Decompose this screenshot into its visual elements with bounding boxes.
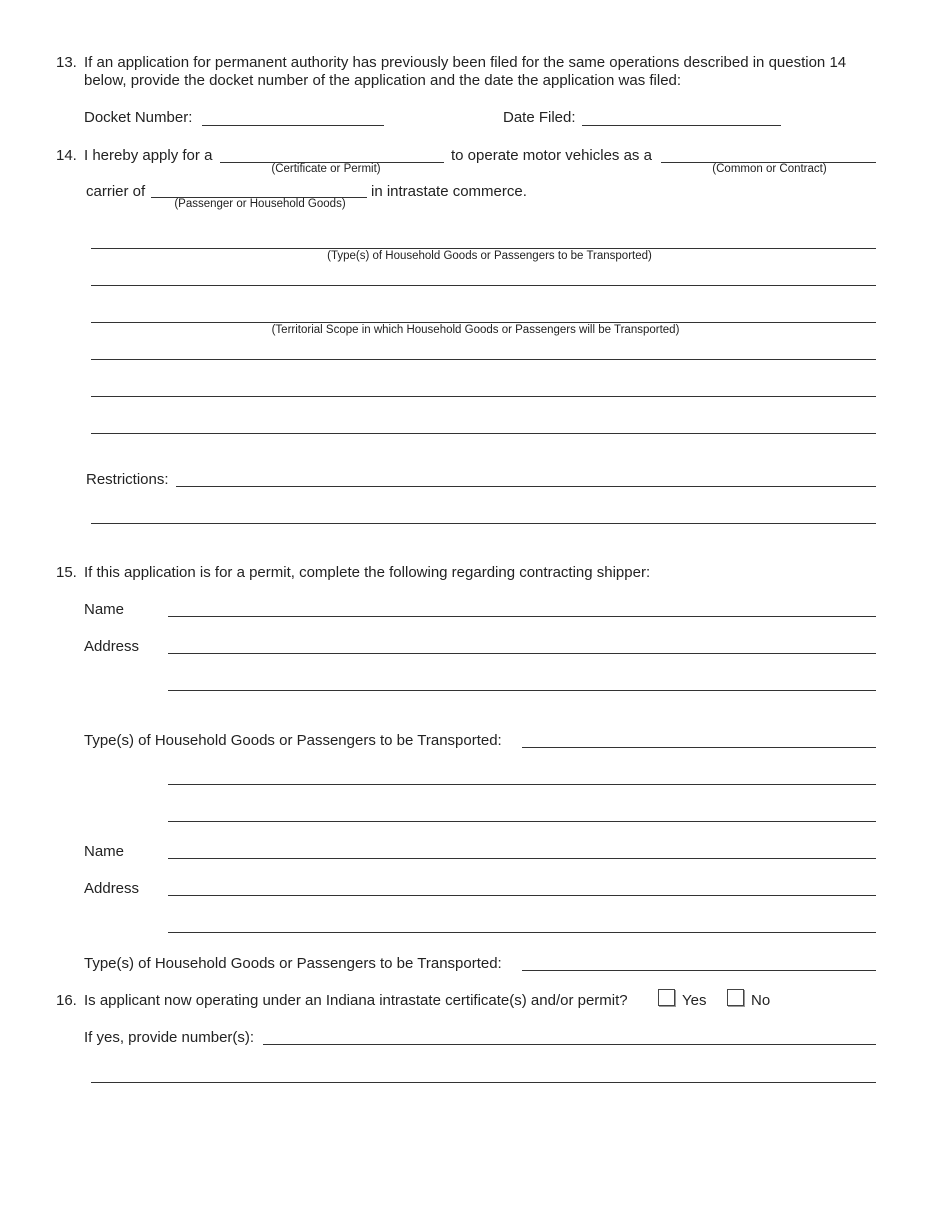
shipper2-address-label: Address: [84, 880, 140, 897]
restrictions-label: Restrictions:: [86, 471, 169, 488]
shipper1-name-field[interactable]: [168, 616, 876, 617]
territory-line-3[interactable]: [91, 396, 876, 397]
shipper1-name-label: Name: [84, 601, 125, 618]
territory-caption: (Territorial Scope in which Household Goods or Passengers will be Transported): [271, 324, 680, 336]
permit-numbers-line-2[interactable]: [91, 1082, 876, 1083]
q13-number: 13.: [56, 54, 77, 71]
shipper2-types-label: Type(s) of Household Goods or Passengers to be Transported:: [84, 955, 502, 972]
shipper2-address-line-2[interactable]: [168, 932, 876, 933]
yes-label: Yes: [682, 992, 707, 1009]
q15-text: If this application is for a permit, complete the following regarding contracting shipper:: [84, 564, 651, 581]
q14-carrier-text: carrier of: [86, 183, 146, 200]
shipper1-address-field[interactable]: [168, 653, 876, 654]
shipper1-address-label: Address: [84, 638, 140, 655]
yes-checkbox[interactable]: [658, 989, 675, 1006]
no-checkbox[interactable]: [727, 989, 744, 1006]
no-label: No: [751, 992, 771, 1009]
q14-operate-text: to operate motor vehicles as a: [451, 147, 652, 164]
shipper1-types-label: Type(s) of Household Goods or Passengers to be Transported:: [84, 732, 502, 749]
certificate-or-permit-caption: (Certificate or Permit): [271, 163, 381, 175]
shipper1-types-line-2[interactable]: [168, 784, 876, 785]
passenger-or-household-caption: (Passenger or Household Goods): [174, 198, 346, 210]
territory-line-2[interactable]: [91, 359, 876, 360]
date-filed-field[interactable]: [582, 125, 781, 126]
q14-commerce-text: in intrastate commerce.: [371, 183, 527, 200]
q13-text-line1: If an application for permanent authority has previously been filed for the same operations described in question 14: [84, 54, 847, 71]
shipper1-address-line-2[interactable]: [168, 690, 876, 691]
permit-numbers-field[interactable]: [263, 1044, 876, 1045]
q14-apply-text: I hereby apply for a: [84, 147, 213, 164]
goods-type-line-2[interactable]: [91, 285, 876, 286]
docket-number-field[interactable]: [202, 125, 384, 126]
shipper1-types-field[interactable]: [522, 747, 876, 748]
shipper2-name-field[interactable]: [168, 858, 876, 859]
territory-line-4[interactable]: [91, 433, 876, 434]
date-filed-label: Date Filed:: [503, 109, 576, 126]
shipper2-types-field[interactable]: [522, 970, 876, 971]
shipper2-name-label: Name: [84, 843, 125, 860]
territory-line-1[interactable]: [91, 322, 876, 323]
restrictions-field[interactable]: [176, 486, 876, 487]
common-or-contract-caption: (Common or Contract): [712, 163, 827, 175]
shipper1-types-line-3[interactable]: [168, 821, 876, 822]
q15-number: 15.: [56, 564, 77, 581]
q16-text: Is applicant now operating under an Indiana intrastate certificate(s) and/or permit?: [84, 992, 628, 1009]
goods-type-caption: (Type(s) of Household Goods or Passengers to be Transported): [327, 250, 652, 262]
restrictions-line-2[interactable]: [91, 523, 876, 524]
shipper2-address-field[interactable]: [168, 895, 876, 896]
q14-number: 14.: [56, 147, 77, 164]
goods-type-line-1[interactable]: [91, 248, 876, 249]
q13-text-line2: below, provide the docket number of the application and the date the application was filed:: [84, 72, 682, 89]
q16-number: 16.: [56, 992, 77, 1009]
permit-numbers-label: If yes, provide number(s):: [84, 1029, 255, 1046]
docket-number-label: Docket Number:: [84, 109, 193, 126]
